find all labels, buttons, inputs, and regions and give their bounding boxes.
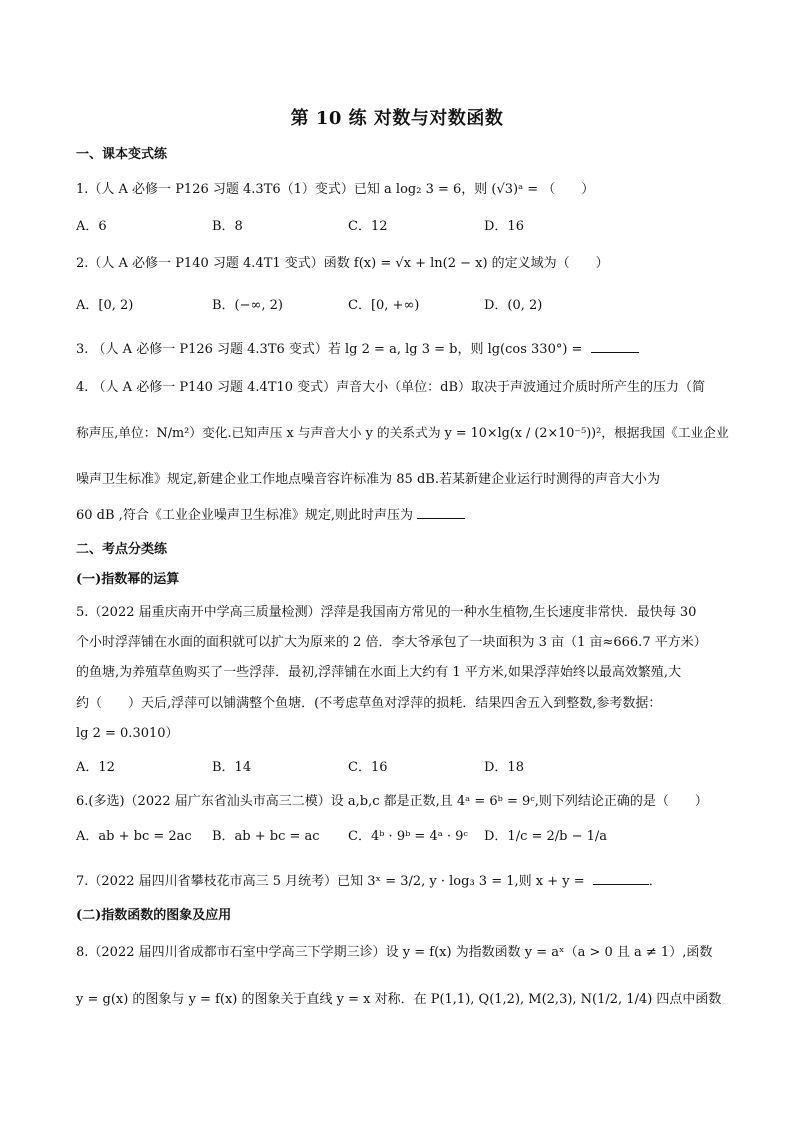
- question-7-stem: [76, 872, 736, 891]
- answer-blank: [593, 872, 649, 885]
- question-4-line-2: 称声压,单位：N/m²）变化.已知声压 x 与声音大小 y 的关系式为 y = 10×lg(x / (2×10⁻⁵))²，根据我国《工业企业: [76, 426, 729, 441]
- q1-option-d: D．16: [484, 219, 524, 234]
- q3-text: 3. （人 A 必修一 P126 习题 4.3T6 变式）若 lg 2 = a, lg 3 = b，则 lg(cos 330°) =: [76, 342, 587, 357]
- question-4-line-4: [76, 506, 736, 525]
- q7-tail: ．: [648, 874, 662, 889]
- q1-option-c: C．12: [348, 219, 388, 234]
- question-4-line-1: 4. （人 A 必修一 P140 习题 4.4T10 变式）声音大小（单位：dB）取决于声波通过介质时所产生的压力（简: [76, 380, 706, 395]
- q5-option-d: D．18: [484, 760, 524, 775]
- q2-option-a: A．[0, 2): [76, 298, 134, 313]
- q6-option-a: A．ab + bc = 2ac: [76, 829, 192, 844]
- q6-option-c: C．4ᵇ · 9ᵇ = 4ᵃ · 9ᶜ: [348, 829, 468, 844]
- q1-option-b: B．8: [212, 219, 243, 234]
- q4-text: 60 dB ,符合《工业企业噪声卫生标准》规定,则此时声压为: [76, 508, 413, 523]
- q6-option-b: B．ab + bc = ac: [212, 829, 320, 844]
- q5-option-b: B．14: [212, 760, 252, 775]
- answer-blank: [417, 506, 465, 519]
- subsection-heading-b: (二)指数函数的图象及应用: [76, 908, 232, 923]
- q6-option-d: D．1/c = 2/b − 1/a: [484, 829, 608, 844]
- question-3-stem: [76, 340, 736, 359]
- section-heading-2: 二、考点分类练: [76, 542, 168, 557]
- question-5-line-1: 5.（2022 届重庆南开中学高三质量检测）浮萍是我国南方常见的一种水生植物,生长速度非常快．最快每 30: [76, 605, 697, 620]
- question-5-line-2: 个小时浮萍铺在水面的面积就可以扩大为原来的 2 倍．李大爷承包了一块面积为 3 亩（1 亩≈666.7 平方米）: [76, 635, 707, 650]
- question-5-line-4: 约（ ）天后,浮萍可以铺满整个鱼塘．(不考虑草鱼对浮萍的损耗．结果四舍五入到整数,参考数据：: [76, 696, 662, 711]
- question-5-line-5: lg 2 = 0.3010）: [76, 726, 179, 741]
- answer-blank: [591, 340, 639, 353]
- q2-option-c: C．[0, +∞): [348, 298, 420, 313]
- q1-option-a: A．6: [76, 219, 107, 234]
- question-4-line-3: 噪声卫生标准》规定,新建企业工作地点噪音容许标准为 85 dB.若某新建企业运行时测得的声音大小为: [76, 472, 660, 487]
- question-6-stem: 6.(多选)（2022 届广东省汕头市高三二模）设 a,b,c 都是正数,且 4ᵃ = 6ᵇ = 9ᶜ,则下列结论正确的是（ ）: [76, 794, 708, 809]
- q7-text: 7.（2022 届四川省攀枝花市高三 5 月统考）已知 3ˣ = 3/2, y · log₃ 3 = 1,则 x + y =: [76, 874, 589, 889]
- section-heading-1: 一、课本变式练: [76, 147, 168, 162]
- q2-option-b: B．(−∞, 2): [212, 298, 283, 313]
- q5-option-a: A．12: [76, 760, 115, 775]
- q2-option-d: D．(0, 2): [484, 298, 543, 313]
- page-title: 第 10 练 对数与对数函数: [290, 108, 504, 129]
- question-1-stem: 1.（人 A 必修一 P126 习题 4.3T6（1）变式）已知 a log₂ 3 = 6，则 (√3)ᵃ = （ ）: [76, 182, 595, 197]
- question-5-line-3: 的鱼塘,为养殖草鱼购买了一些浮萍．最初,浮萍铺在水面上大约有 1 平方米,如果浮萍始终以最高效繁殖,大: [76, 665, 682, 680]
- q5-option-c: C．16: [348, 760, 388, 775]
- question-8-line-1: 8.（2022 届四川省成都市石室中学高三下学期三诊）设 y = f(x) 为指数函数 y = aˣ（a > 0 且 a ≠ 1）,函数: [76, 945, 713, 960]
- question-2-stem: 2.（人 A 必修一 P140 习题 4.4T1 变式）函数 f(x) = √x + ln(2 − x) 的定义域为（ ）: [76, 256, 609, 271]
- subsection-heading-a: (一)指数幂的运算: [76, 572, 180, 587]
- question-8-line-2: y = g(x) 的图象与 y = f(x) 的图象关于直线 y = x 对称．在 P(1,1), Q(1,2), M(2,3), N(1/2, 1/4) 四点中函数: [76, 992, 722, 1007]
